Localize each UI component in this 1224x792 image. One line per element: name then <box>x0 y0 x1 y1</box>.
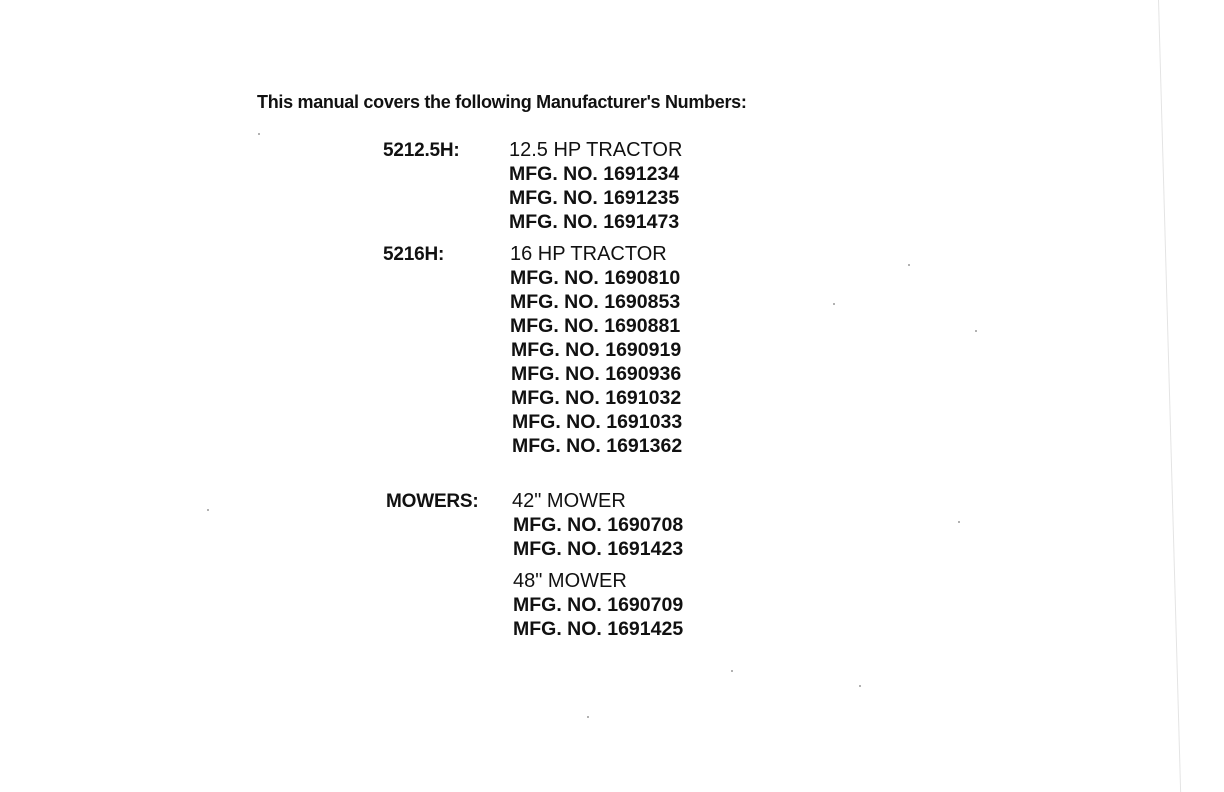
mfg-number: MFG. NO. 1690708 <box>513 514 684 536</box>
mfg-number: MFG. NO. 1690810 <box>510 267 681 289</box>
scan-speck <box>908 264 910 266</box>
scan-speck <box>975 330 977 332</box>
mfg-number: MFG. NO. 1690853 <box>510 291 681 313</box>
mfg-number: MFG. NO. 1691362 <box>512 435 683 457</box>
scan-speck <box>958 521 960 523</box>
section-label-5216h: 5216H: <box>383 244 445 265</box>
mfg-number: MFG. NO. 1690919 <box>511 339 682 361</box>
scan-speck <box>207 509 209 511</box>
scan-speck <box>731 670 733 672</box>
mfg-number: MFG. NO. 1691032 <box>511 387 682 409</box>
manual-heading: This manual covers the following Manufacturer's Numbers: <box>257 92 747 112</box>
scan-speck <box>587 716 589 718</box>
mfg-number: MFG. NO. 1691234 <box>509 163 680 185</box>
model-name: 42" MOWER <box>512 490 626 512</box>
mfg-number: MFG. NO. 1691473 <box>509 211 680 233</box>
scan-speck <box>859 685 861 687</box>
mfg-number: MFG. NO. 1690936 <box>511 363 682 385</box>
mfg-number: MFG. NO. 1691235 <box>509 187 680 209</box>
scan-speck <box>833 303 835 305</box>
mfg-number: MFG. NO. 1691033 <box>512 411 683 433</box>
section-label-5212-5h: 5212.5H: <box>383 140 460 161</box>
mfg-number: MFG. NO. 1690881 <box>510 315 681 337</box>
mfg-number: MFG. NO. 1691425 <box>513 618 684 640</box>
model-name: 12.5 HP TRACTOR <box>509 139 683 161</box>
section-label-mowers: MOWERS: <box>386 491 479 512</box>
page-edge-shadow <box>1158 0 1211 792</box>
model-name: 48" MOWER <box>513 570 627 592</box>
model-name: 16 HP TRACTOR <box>510 243 667 265</box>
scan-speck <box>258 133 260 135</box>
mfg-number: MFG. NO. 1690709 <box>513 594 684 616</box>
mfg-number: MFG. NO. 1691423 <box>513 538 684 560</box>
